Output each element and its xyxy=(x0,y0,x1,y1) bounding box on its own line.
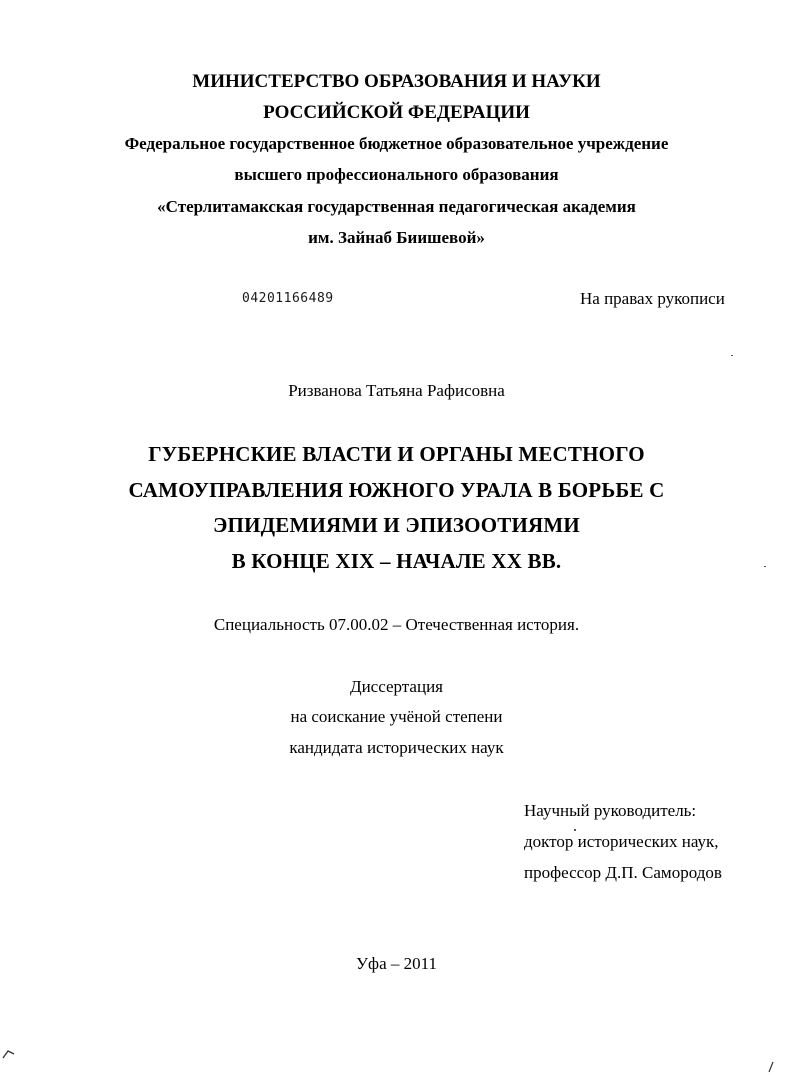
scan-mark-bottom-right xyxy=(766,1060,776,1074)
scan-speck xyxy=(574,829,576,831)
supervisor-line-3: профессор Д.П. Самородов xyxy=(524,863,722,882)
degree-line-2: на соискание учёной степени xyxy=(290,707,503,726)
institution-line-4: им. Зайнаб Биишевой» xyxy=(308,228,485,247)
manuscript-note: На правах рукописи xyxy=(580,289,725,308)
specialty: Специальность 07.00.02 – Отечественная история. xyxy=(213,615,580,634)
title-line-3: ЭПИДЕМИЯМИ И ЭПИЗООТИЯМИ xyxy=(213,513,580,537)
author-name: Ризванова Татьяна Рафисовна xyxy=(288,381,505,400)
supervisor-line-2: доктор исторических наук, xyxy=(524,832,719,851)
supervisor-line-1: Научный руководитель: xyxy=(524,801,697,820)
degree-line-3: кандидата исторических наук xyxy=(289,738,504,757)
place-year: Уфа – 2011 xyxy=(356,954,437,973)
ministry-line-1: МИНИСТЕРСТВО ОБРАЗОВАНИЯ И НАУКИ xyxy=(192,71,601,92)
scan-speck xyxy=(731,355,733,356)
institution-line-1: Федеральное государственное бюджетное образовательное учреждение xyxy=(124,134,669,153)
scan-mark-bottom-left xyxy=(2,1046,18,1060)
title-line-4: В КОНЦЕ XIX – НАЧАЛЕ XX ВВ. xyxy=(231,549,562,573)
institution-line-3: «Стерлитамакская государственная педагогическая академия xyxy=(157,197,636,216)
title-line-1: ГУБЕРНСКИЕ ВЛАСТИ И ОРГАНЫ МЕСТНОГО xyxy=(148,442,645,466)
ministry-line-2: РОССИЙСКОЙ ФЕДЕРАЦИИ xyxy=(263,102,530,123)
registration-number: 04201166489 xyxy=(242,291,334,306)
title-line-2: САМОУПРАВЛЕНИЯ ЮЖНОГО УРАЛА В БОРЬБЕ С xyxy=(128,478,665,502)
scan-speck xyxy=(764,566,766,567)
institution-line-2: высшего профессионального образования xyxy=(234,165,559,184)
degree-line-1: Диссертация xyxy=(349,677,443,696)
